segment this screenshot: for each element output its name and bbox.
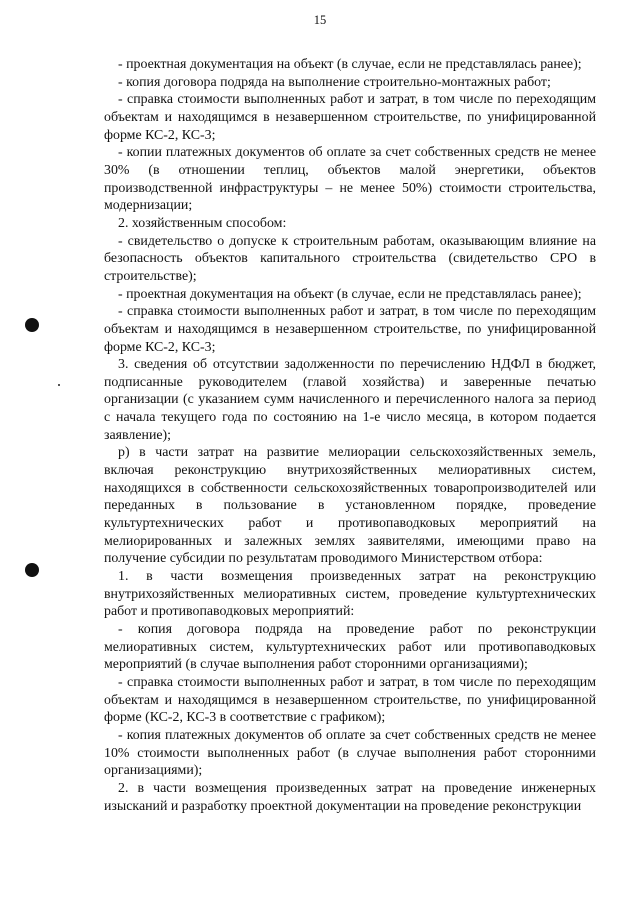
paragraph: - справка стоимости выполненных работ и затрат, в том числе по переходящим объектам и находящимся в незавершенном строительстве, по унифицированной форме (КС-2, КС-3 в соответствие с графиком); — [104, 674, 596, 726]
scan-speck — [58, 384, 60, 386]
paragraph: 2. хозяйственным способом: — [118, 215, 287, 231]
paragraph: - копия платежных документов об оплате за счет собственных средств не менее 10% стоимости выполненных работ (в случае выполнения работ сторонними организациями); — [104, 727, 596, 779]
page-number: 15 — [313, 13, 327, 27]
punch-hole-bottom — [25, 563, 39, 577]
paragraph: - свидетельство о допуске к строительным работам, оказывающим влияние на безопасность объектов капитального строительства (свидетельство СРО в строительстве); — [104, 233, 596, 284]
paragraph: 2. в части возмещения произведенных затрат на проведение инженерных изысканий и разработку проектной документации на проведение реконструкции — [104, 780, 596, 814]
paragraph: р) в части затрат на развитие мелиорации сельскохозяйственных земель, включая реконструкцию внутрихозяйственных мелиоративных систем, находящихся в собственности сельскохозяйственных товаропроизводителей или переданных в пользование в установленном порядке, проведение культуртехнических работ и противопаводковых мероприятий на мелиорированных и залежных землях заявителями, имеющими право на получение субсидии по результатам проводимого Министерством отбора: — [104, 445, 596, 567]
paragraph: - проектная документация на объект (в случае, если не представлялась ранее); — [118, 57, 582, 72]
punch-hole-top — [25, 318, 39, 332]
paragraph: - копии платежных документов об оплате за счет собственных средств не менее 30% (в отношении теплиц, объектов малой энергетики, объектов производственной инфраструктуры – не менее 50%) стоимости строительства, модернизации; — [104, 145, 596, 214]
paragraph: - копия договора подряда на выполнение строительно-монтажных работ; — [118, 74, 551, 90]
paragraph: 3. сведения об отсутствии задолженности по перечислению НДФЛ в бюджет, подписанные руководителем (главой хозяйства) и заверенные печатью организации (с указанием сумм начисленного и перечисленного налога за период с начала текущего года по состоянию на 1-е число месяца, в котором подается заявление); — [104, 357, 596, 443]
paragraph: - проектная документация на объект (в случае, если не представлялась ранее); — [118, 286, 582, 302]
paragraph: 1. в части возмещения произведенных затрат на реконструкцию внутрихозяйственных мелиоративных систем, проведение культуртехнических работ и противопаводковых мероприятий: — [104, 569, 596, 620]
paragraph: - справка стоимости выполненных работ и затрат, в том числе по переходящим объектам и находящимся в незавершенном строительстве, по унифицированной форме КС-2, КС-3; — [104, 92, 596, 143]
document-body — [104, 56, 596, 815]
paragraph: - справка стоимости выполненных работ и затрат, в том числе по переходящим объектам и находящимся в незавершенном строительстве, по унифицированной форме КС-2, КС-3; — [104, 304, 596, 355]
paragraph: - копия договора подряда на проведение работ по реконструкции мелиоративных систем, культуртехнических работ или противопаводковых мероприятий (в случае выполнения работ сторонними организациями); — [104, 622, 596, 673]
